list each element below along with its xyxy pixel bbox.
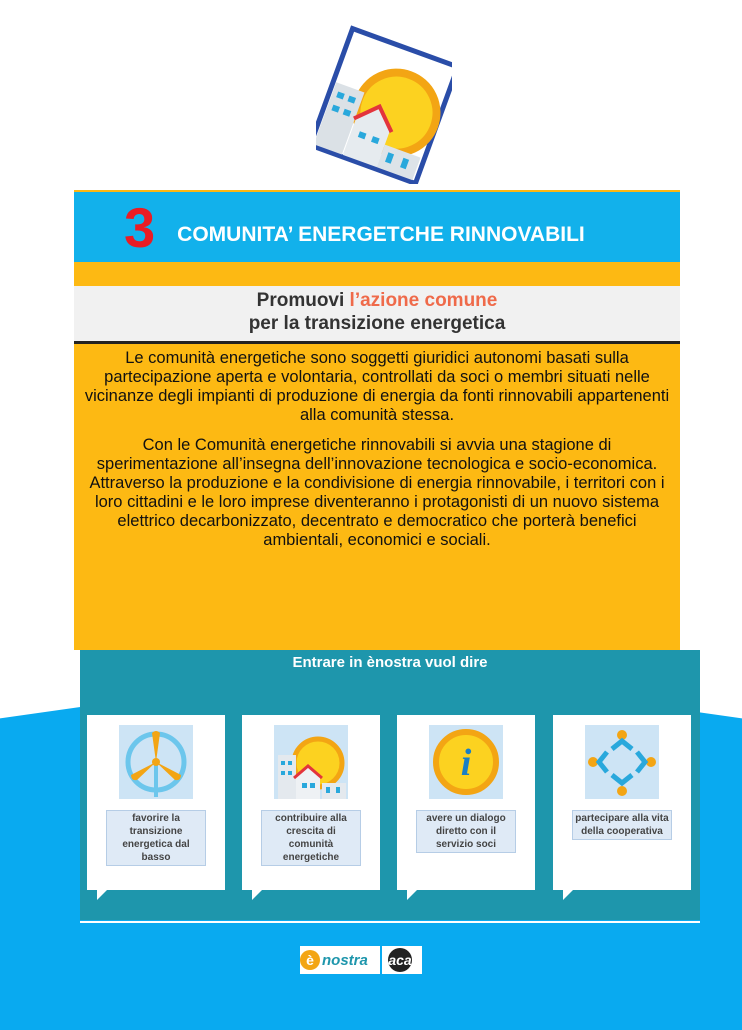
section-number: 3	[124, 196, 156, 259]
community-sun-icon	[274, 725, 348, 799]
section-title: COMUNITA’ ENERGETCHE RINNOVABILI	[177, 223, 585, 246]
benefit-card-label: partecipare alla vita della cooperativa	[572, 810, 672, 840]
benefit-card-label: avere un dialogo diretto con il servizio soci	[416, 810, 516, 853]
logo-text: nostra	[322, 952, 368, 969]
body-text	[80, 349, 674, 561]
partner-logo-text: aca	[388, 952, 412, 968]
wind-turbine-icon	[119, 725, 193, 799]
benefit-card-label: favorire la transizione energetica dal basso	[106, 810, 206, 866]
benefit-card-label: contribuire alla crescita di comunità energetiche	[261, 810, 361, 866]
enostra-logo	[296, 940, 446, 980]
benefit-card	[242, 715, 380, 890]
subtitle-prefix: Promuovi	[256, 290, 350, 311]
body-paragraph-2: Con le Comunità energetiche rinnovabili si avvia una stagione di sperimentazione all’insegna dell’innovazione tecnologica e socio-economica. Attraverso la produzione e la condivisione di energia rinnovabile, i territori con i loro cittadini e le loro imprese diventeranno i protagonisti di un nuovo sistema elettrico decarbonizzato, decentrato e democratico che porterà benefici ambientali, economici e sociali.	[89, 436, 665, 549]
benefit-card	[553, 715, 691, 890]
benefit-card	[397, 715, 535, 890]
body-paragraph-1: Le comunità energetiche sono soggetti giuridici autonomi basati sulla partecipazione aperta e volontaria, controllati da soci o membri situati nelle vicinanze degli impianti di produzione di energia da fonti rinnovabili appartenenti alla comunità stessa.	[84, 349, 670, 424]
people-circle-icon	[585, 725, 659, 799]
info-icon	[429, 725, 503, 799]
footer-logo	[296, 940, 446, 980]
community-energy-logo	[316, 14, 452, 184]
benefits-divider	[80, 921, 700, 923]
subtitle-line2: per la transizione energetica	[248, 313, 506, 334]
benefit-card	[87, 715, 225, 890]
logo-letter: è	[306, 952, 314, 968]
subtitle-box	[74, 286, 680, 344]
header-bar	[74, 190, 680, 264]
subtitle-highlight: l’azione comune	[349, 290, 498, 311]
svg-text:i: i	[460, 742, 472, 784]
benefits-title: Entrare in ènostra vuol dire	[292, 654, 488, 671]
